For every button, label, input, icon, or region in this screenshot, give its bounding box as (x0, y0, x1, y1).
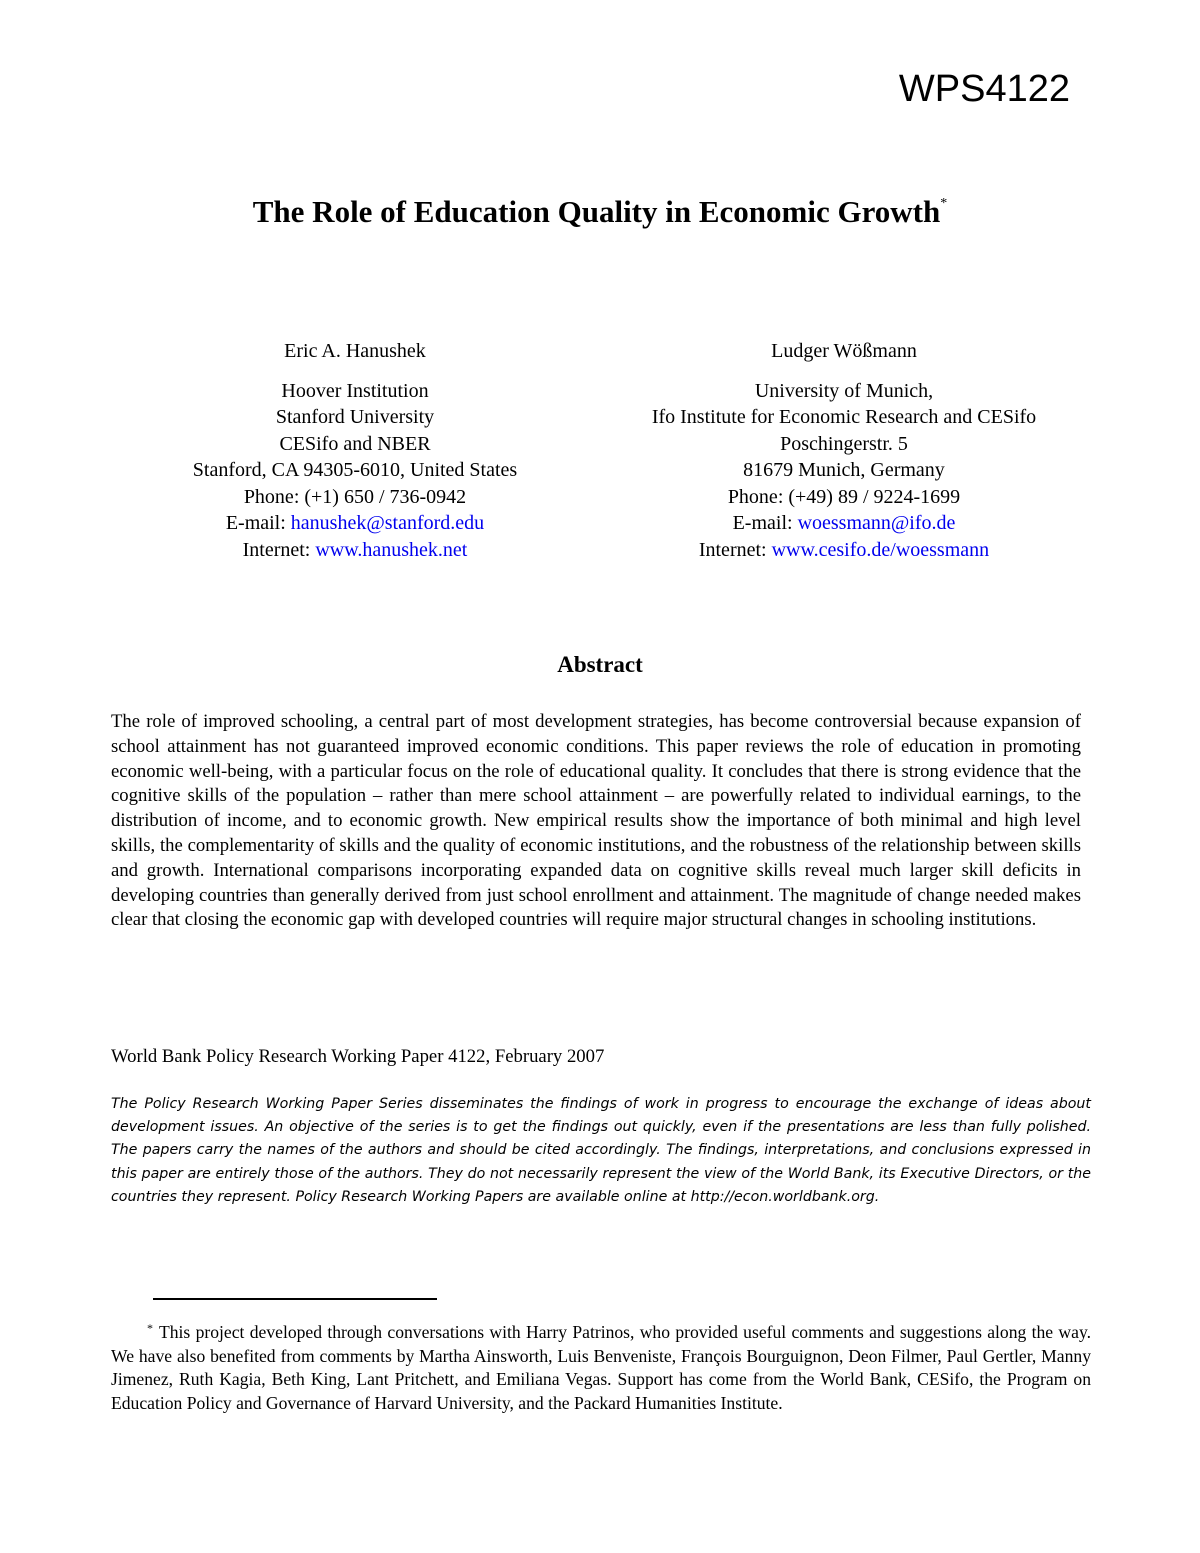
paper-title (0, 193, 1200, 230)
author-internet-row (135, 537, 575, 564)
series-disclaimer: The Policy Research Working Paper Series disseminates the findings of work in progress to encourage the exchange of ideas about development issues. An objective of the series is to get the findings out quickly, even if the presentations are less than fully polished. The papers carry the names of the authors and should be cited accordingly. The findings, interpretations, and conclusions expressed in this paper are entirely those of the authors. They do not necessarily represent the view of the World Bank, its Executive Directors, or the countries they represent. Policy Research Working Papers are available online at http://econ.worldbank.org. (111, 1096, 1091, 1205)
abstract-heading: Abstract (557, 652, 643, 677)
paper-title-text: The Role of Education Quality in Economic Growth (252, 194, 941, 229)
working-paper-line: World Bank Policy Research Working Paper 4122, February 2007 (111, 1046, 605, 1067)
internet-label: Internet: (242, 538, 316, 561)
author-address: Stanford, CA 94305-6010, United States (192, 459, 518, 481)
author-affiliation: Stanford University (275, 406, 435, 428)
title-footnote-marker[interactable]: * (940, 195, 948, 211)
author-email-row (135, 510, 575, 537)
footnote-marker: * (147, 1321, 153, 1335)
author-address: 81679 Munich, Germany (743, 459, 945, 481)
footnote-text: This project developed through conversations with Harry Patrinos, who provided useful comments and suggestions along the way. We have also benefited from comments by Martha Ainsworth, Luis Benveniste, François Bourguignon, Deon Filmer, Paul Gertler, Manny Jimenez, Ruth Kagia, Beth King, Lant Pritchett, and Emiliana Vegas. Support has come from the World Bank, CESifo, the Program on Education Policy and Governance of Harvard University, and the Packard Humanities Institute. (111, 1322, 1091, 1413)
author-email-row (594, 510, 1094, 537)
author-website-link[interactable]: www.hanushek.net (315, 538, 468, 561)
author-hanushek (135, 338, 575, 563)
author-website-link[interactable]: www.cesifo.de/woessmann (771, 538, 990, 561)
author-email-link[interactable]: woessmann@ifo.de (797, 512, 956, 534)
author-name: Eric A. Hanushek (284, 340, 426, 362)
internet-label: Internet: (698, 538, 772, 561)
abstract-body: The role of improved schooling, a central part of most development strategies, has become controversial because expansion of school attainment has not guaranteed improved economic conditions. This paper reviews the role of education in promoting economic well-being, with a particular focus on the role of educational quality. It concludes that there is strong evidence that the cognitive skills of the population – rather than mere school attainment – are powerfully related to individual earnings, to the distribution of income, and to economic growth. New empirical results show the importance of both minimal and high level skills, the complementarity of skills and the quality of economic institutions, and the robustness of the relationship between skills and growth. International comparisons incorporating expanded data on cognitive skills reveal much larger skill deficits in developing countries than generally derived from just school enrollment and attainment. The magnitude of change needed makes clear that closing the economic gap with developed countries will require major structural changes in schooling institutions. (111, 711, 1081, 931)
author-affiliation: University of Munich, (754, 379, 934, 402)
author-woessmann (594, 338, 1094, 563)
author-affiliation: Hoover Institution (281, 379, 429, 402)
footnote-divider (153, 1298, 437, 1300)
author-affiliation: CESifo and NBER (279, 432, 431, 455)
author-phone: Phone: (+49) 89 / 9224-1699 (727, 485, 961, 508)
author-internet-row (594, 537, 1094, 564)
email-label: E-mail: (225, 512, 291, 534)
author-affiliation: Ifo Institute for Economic Research and CESifo (651, 406, 1037, 428)
email-label: E-mail: (732, 512, 798, 534)
report-id: WPS4122 (898, 68, 1070, 110)
author-affiliation: Poschingerstr. 5 (780, 432, 908, 455)
footnote (111, 1321, 1091, 1415)
author-email-link[interactable]: hanushek@stanford.edu (290, 512, 485, 534)
author-phone: Phone: (+1) 650 / 736-0942 (243, 485, 467, 508)
author-name: Ludger Wößmann (771, 340, 917, 362)
